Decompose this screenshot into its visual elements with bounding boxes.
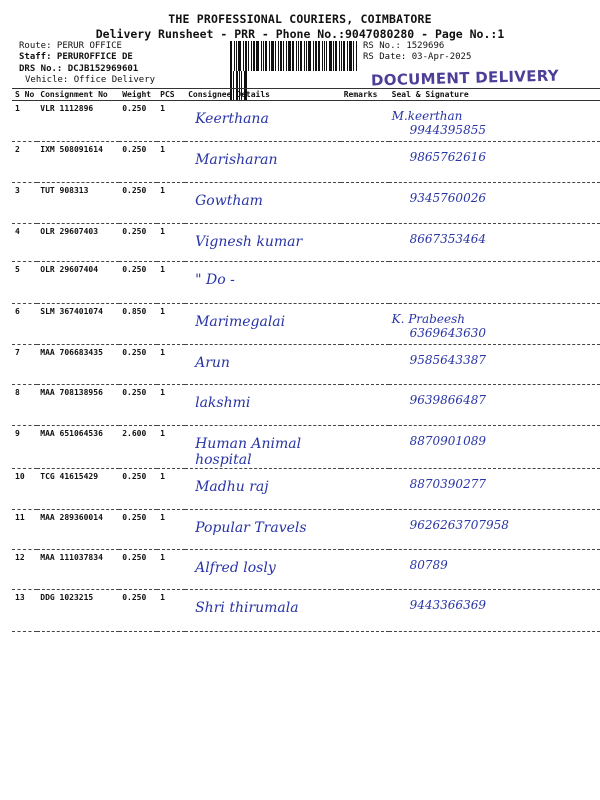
row-consignment-no: MAA 289360014: [37, 510, 119, 550]
row-weight: 0.250: [119, 590, 157, 632]
signature-text: K. Prabeesh: [391, 312, 465, 326]
barcode-bar: [329, 41, 332, 71]
row-signature: [389, 510, 600, 550]
row-consignment-no: MAA 708138956: [37, 385, 119, 426]
drs-number: DRS No.: DCJB152969601: [19, 64, 139, 74]
barcode-bar: [304, 41, 305, 71]
row-signature: [389, 345, 600, 385]
barcode-bar: [245, 41, 247, 71]
row-signature: [389, 469, 600, 510]
barcode-bar: [298, 41, 299, 71]
table-row: [12, 304, 600, 345]
row-pcs: 1: [157, 142, 185, 183]
row-pcs: 1: [157, 224, 185, 262]
row-sno: 7: [12, 345, 37, 385]
barcode-bar: [230, 41, 232, 71]
row-signature: [389, 304, 600, 345]
barcode-bar: [234, 41, 235, 71]
barcode-bar: [248, 41, 249, 71]
barcode-bar: [288, 41, 291, 71]
runsheet-rows: [12, 101, 600, 632]
row-pcs: 1: [157, 385, 185, 426]
barcode-bar: [283, 41, 284, 71]
barcode-bar: [236, 41, 237, 71]
barcode-bar: [335, 41, 337, 71]
barcode-bar: [238, 41, 241, 71]
barcode-bar: [308, 41, 311, 71]
row-consignee-details: Alfred losly: [185, 550, 341, 590]
row-remarks: [341, 590, 389, 632]
table-row: [12, 142, 600, 183]
row-consignee-details: Marisharan: [185, 142, 341, 183]
row-consignment-no: VLR 1112896: [37, 101, 119, 142]
column-header-pcs: PCS: [157, 89, 185, 101]
table-row: [12, 590, 600, 632]
barcode-bar: [263, 41, 264, 71]
row-consignment-no: MAA 111037834: [37, 550, 119, 590]
barcode-bar: [286, 41, 287, 71]
row-signature: [389, 224, 600, 262]
column-header-signature: Seal & Signature: [389, 89, 600, 101]
barcode-bar: [341, 41, 342, 71]
signature-phone: 9443366369: [409, 598, 486, 612]
row-consignee-details: Popular Travels: [185, 510, 341, 550]
barcode-bar: [265, 41, 267, 71]
row-consignment-no: OLR 29607404: [37, 262, 119, 304]
row-consignment-no: TCG 41615429: [37, 469, 119, 510]
table-row: [12, 385, 600, 426]
row-remarks: [341, 142, 389, 183]
row-remarks: [341, 345, 389, 385]
row-pcs: 1: [157, 262, 185, 304]
signature-phone: 9345760026: [409, 191, 486, 205]
signature-phone: 8870901089: [409, 434, 486, 448]
row-pcs: 1: [157, 469, 185, 510]
row-sno: 1: [12, 101, 37, 142]
row-weight: 0.250: [119, 183, 157, 224]
barcode-bar: [256, 41, 259, 71]
row-weight: 0.250: [119, 101, 157, 142]
row-sno: 12: [12, 550, 37, 590]
column-header-sno: S No: [12, 89, 37, 101]
row-remarks: [341, 550, 389, 590]
column-header-remarks: Remarks: [341, 89, 389, 101]
signature-phone: 9944395855: [409, 123, 486, 137]
row-weight: 0.250: [119, 385, 157, 426]
barcode-bar: [278, 41, 279, 71]
row-weight: 0.250: [119, 345, 157, 385]
column-header-weight: Weight: [119, 89, 157, 101]
row-sno: 13: [12, 590, 37, 632]
row-signature: [389, 183, 600, 224]
route-label: Route: PERUR OFFICE: [19, 41, 122, 51]
row-sno: 6: [12, 304, 37, 345]
barcode-bar: [280, 41, 282, 71]
row-remarks: [341, 469, 389, 510]
row-consignee-details: Vignesh kumar: [185, 224, 341, 262]
rs-date: RS Date: 03-Apr-2025: [363, 52, 472, 62]
barcode-bar: [333, 41, 334, 71]
row-weight: 0.250: [119, 262, 157, 304]
row-consignment-no: SLM 367401074: [37, 304, 119, 345]
row-weight: 0.250: [119, 224, 157, 262]
row-consignee-details: Gowtham: [185, 183, 341, 224]
barcode-bar: [347, 41, 348, 71]
signature-phone: 9585643387: [409, 353, 486, 367]
row-sno: 9: [12, 426, 37, 469]
row-pcs: 1: [157, 183, 185, 224]
row-consignee-details: Madhu raj: [185, 469, 341, 510]
row-remarks: [341, 426, 389, 469]
row-consignment-no: TUT 908313: [37, 183, 119, 224]
table-header-row: [12, 89, 600, 101]
document-delivery-stamp: DOCUMENT DELIVERY: [370, 66, 560, 90]
barcode-bar: [300, 41, 302, 71]
row-sno: 10: [12, 469, 37, 510]
barcode-bar: [349, 41, 352, 71]
row-pcs: 1: [157, 590, 185, 632]
row-sno: 11: [12, 510, 37, 550]
row-weight: 0.250: [119, 469, 157, 510]
barcode-bar: [306, 41, 307, 71]
row-remarks: [341, 101, 389, 142]
barcode-bar: [271, 41, 274, 71]
row-consignee-details: Shri thirumala: [185, 590, 341, 632]
row-signature: [389, 385, 600, 426]
barcode-bar: [339, 41, 340, 71]
row-remarks: [341, 304, 389, 345]
row-consignee-details: Human Animal hospital: [185, 426, 341, 469]
row-sno: 8: [12, 385, 37, 426]
signature-phone: 8870390277: [409, 477, 486, 491]
runsheet-table: [12, 88, 600, 632]
row-weight: 0.250: [119, 142, 157, 183]
row-consignee-details: lakshmi: [185, 385, 341, 426]
signature-phone: 9626263707958: [409, 518, 509, 532]
row-signature: [389, 101, 600, 142]
barcode-bar: [292, 41, 294, 71]
table-row: [12, 550, 600, 590]
row-remarks: [341, 183, 389, 224]
row-signature: [389, 590, 600, 632]
page-subtitle: Delivery Runsheet - PRR - Phone No.:9047080280 - Page No.:1: [95, 27, 505, 41]
table-row: [12, 510, 600, 550]
barcode-bar: [275, 41, 276, 71]
row-pcs: 1: [157, 550, 185, 590]
row-weight: 0.250: [119, 510, 157, 550]
row-consignee-details: Arun: [185, 345, 341, 385]
vehicle-label: Vehicle: Office Delivery: [25, 75, 156, 85]
row-consignment-no: DDG 1023215: [37, 590, 119, 632]
column-header-consignment: Consignment No: [37, 89, 119, 101]
barcode-bar: [269, 41, 270, 71]
row-consignment-no: MAA 651064536: [37, 426, 119, 469]
row-remarks: [341, 262, 389, 304]
row-consignment-no: MAA 706683435: [37, 345, 119, 385]
barcode-bar: [326, 41, 327, 71]
barcode-bar: [343, 41, 345, 71]
signature-phone: 80789: [409, 558, 448, 572]
page-title: THE PROFESSIONAL COURIERS, COIMBATORE: [168, 12, 432, 26]
table-row: [12, 183, 600, 224]
row-weight: 0.250: [119, 550, 157, 590]
table-row: [12, 469, 600, 510]
row-consignment-no: IXM 508091614: [37, 142, 119, 183]
row-consignee-details: Marimegalai: [185, 304, 341, 345]
barcode-image: [230, 41, 358, 71]
barcode-bar: [324, 41, 325, 71]
barcode-bar: [261, 41, 262, 71]
signature-phone: 6369643630: [409, 326, 486, 340]
row-signature: [389, 262, 600, 304]
row-weight: 2.600: [119, 426, 157, 469]
barcode-bar: [251, 41, 252, 71]
signature-phone: 9639866487: [409, 393, 486, 407]
barcode-bar: [318, 41, 320, 71]
row-sno: 5: [12, 262, 37, 304]
rs-number: RS No.: 1529696: [363, 41, 445, 51]
row-remarks: [341, 224, 389, 262]
row-consignee-details: Keerthana: [185, 101, 341, 142]
row-remarks: [341, 385, 389, 426]
row-consignment-no: OLR 29607403: [37, 224, 119, 262]
staff-label: Staff: PERUROFFICE DE: [19, 52, 133, 62]
barcode-bar: [315, 41, 317, 71]
signature-phone: 9865762616: [409, 150, 486, 164]
signature-text: M.keerthan: [391, 109, 463, 123]
table-row: [12, 101, 600, 142]
barcode-bar: [353, 41, 354, 71]
row-signature: [389, 142, 600, 183]
row-consignee-details: " Do -: [185, 262, 341, 304]
barcode-bar: [313, 41, 314, 71]
row-pcs: 1: [157, 101, 185, 142]
signature-phone: 8667353464: [409, 232, 486, 246]
row-sno: 4: [12, 224, 37, 262]
barcode-bar: [253, 41, 255, 71]
column-header-consignee: Consignee Details: [185, 89, 341, 101]
row-pcs: 1: [157, 345, 185, 385]
table-row: [12, 224, 600, 262]
row-pcs: 1: [157, 304, 185, 345]
row-sno: 3: [12, 183, 37, 224]
row-pcs: 1: [157, 510, 185, 550]
barcode-bar: [243, 41, 244, 71]
row-signature: [389, 550, 600, 590]
row-sno: 2: [12, 142, 37, 183]
barcode-bar: [296, 41, 297, 71]
table-row: [12, 262, 600, 304]
table-row: [12, 345, 600, 385]
barcode-bar: [322, 41, 323, 71]
table-row: [12, 426, 600, 469]
row-remarks: [341, 510, 389, 550]
barcode-bar: [356, 41, 357, 71]
row-pcs: 1: [157, 426, 185, 469]
row-signature: [389, 426, 600, 469]
row-weight: 0.850: [119, 304, 157, 345]
